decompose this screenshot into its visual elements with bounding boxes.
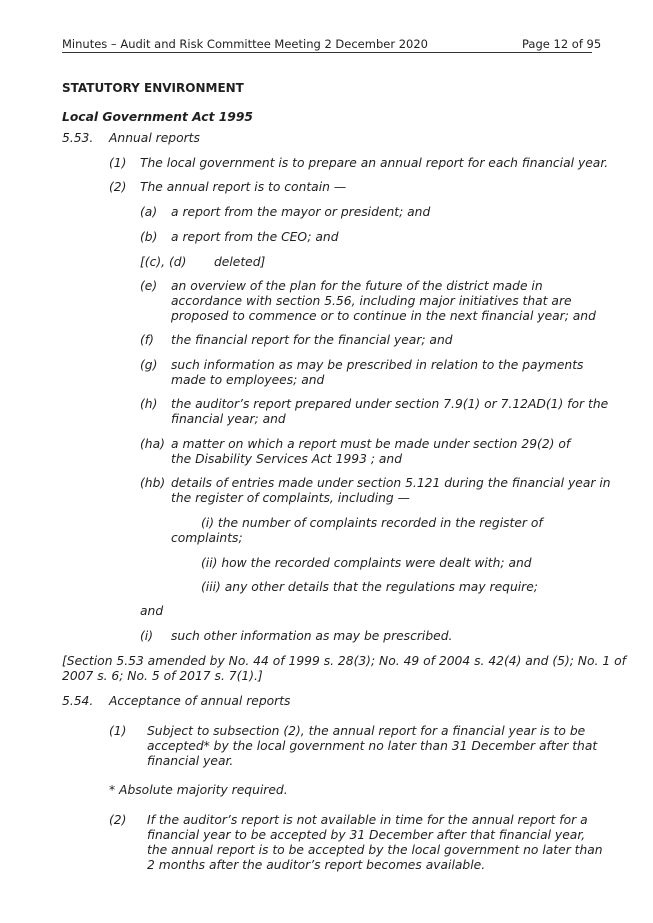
header-rule — [62, 52, 592, 53]
s553-number: 5.53. — [62, 131, 94, 145]
item-g-line1: such information as may be prescribed in relation to the payments — [171, 358, 584, 372]
item-b-label: (b) — [140, 230, 158, 244]
item-f-text: the financial report for the financial year; and — [171, 333, 453, 347]
item-hb-label: (hb) — [140, 476, 166, 490]
act-title: Local Government Act 1995 — [62, 110, 253, 124]
item-cd-label: [(c), (d) — [140, 255, 187, 269]
hb-i-line1: (i) the number of complaints recorded in the register of — [201, 516, 543, 530]
item-a-label: (a) — [140, 205, 158, 219]
item-hb-line1: details of entries made under section 5.121 during the financial year in — [171, 476, 611, 490]
item-h-line2: financial year; and — [171, 412, 286, 426]
s554-sub2-line3: the annual report is to be accepted by the local government no later than — [147, 843, 603, 857]
s554-sub2-line1: If the auditor’s report is not available in time for the annual report for a — [147, 813, 588, 827]
s554-sub1-line3: financial year. — [147, 754, 234, 768]
s554-sub2-line2: financial year to be accepted by 31 December after that financial year, — [147, 828, 586, 842]
hb-ii: (ii) how the recorded complaints were dealt with; and — [201, 556, 532, 570]
item-g-label: (g) — [140, 358, 158, 372]
item-ha-line1: a matter on which a report must be made under section 29(2) of — [171, 437, 571, 451]
amendment-line1: [Section 5.53 amended by No. 44 of 1999 s. 28(3); No. 49 of 2004 s. 42(4) and (5); No. 1 of — [62, 654, 626, 668]
section-heading: STATUTORY ENVIRONMENT — [62, 81, 244, 95]
item-i-text: such other information as may be prescribed. — [171, 629, 453, 643]
s554-sub2-label: (2) — [109, 813, 127, 827]
item-f-label: (f) — [140, 333, 154, 347]
s553-sub1-label: (1) — [109, 156, 127, 170]
item-e-label: (e) — [140, 279, 158, 293]
s554-sub1-label: (1) — [109, 724, 127, 738]
s553-sub2-text: The annual report is to contain — — [140, 180, 347, 194]
header-title: Minutes – Audit and Risk Committee Meeting 2 December 2020 — [62, 37, 428, 51]
item-e-line1: an overview of the plan for the future of the district made in — [171, 279, 543, 293]
s554-number: 5.54. — [62, 694, 94, 708]
and-connector: and — [140, 604, 164, 618]
item-h-line1: the auditor’s report prepared under section 7.9(1) or 7.12AD(1) for the — [171, 397, 609, 411]
item-b-text: a report from the CEO; and — [171, 230, 339, 244]
item-h-label: (h) — [140, 397, 158, 411]
s554-sub2-line4: 2 months after the auditor’s report becomes available. — [147, 858, 486, 872]
item-g-line2: made to employees; and — [171, 373, 325, 387]
item-e-line3: proposed to commence or to continue in the next financial year; and — [171, 309, 596, 323]
amendment-line2: 2007 s. 6; No. 5 of 2017 s. 7(1).] — [62, 669, 263, 683]
hb-iii: (iii) any other details that the regulations may require; — [201, 580, 538, 594]
s554-sub1-line1: Subject to subsection (2), the annual report for a financial year is to be — [147, 724, 586, 738]
item-hb-line2: the register of complaints, including — — [171, 491, 410, 505]
s553-sub1-text: The local government is to prepare an annual report for each financial year. — [140, 156, 609, 170]
s553-sub2-label: (2) — [109, 180, 127, 194]
item-ha-label: (ha) — [140, 437, 165, 451]
item-e-line2: accordance with section 5.56, including major initiatives that are — [171, 294, 572, 308]
majority-note: * Absolute majority required. — [109, 783, 288, 797]
item-i-label: (i) — [140, 629, 154, 643]
s553-title: Annual reports — [109, 131, 200, 145]
page-number: Page 12 of 95 — [522, 37, 602, 51]
hb-i-line2: complaints; — [171, 531, 243, 545]
item-ha-line2: the Disability Services Act 1993 ; and — [171, 452, 403, 466]
item-a-text: a report from the mayor or president; and — [171, 205, 431, 219]
s554-title: Acceptance of annual reports — [109, 694, 291, 708]
item-cd-text: deleted] — [214, 255, 266, 269]
s554-sub1-line2: accepted* by the local government no later than 31 December after that — [147, 739, 598, 753]
